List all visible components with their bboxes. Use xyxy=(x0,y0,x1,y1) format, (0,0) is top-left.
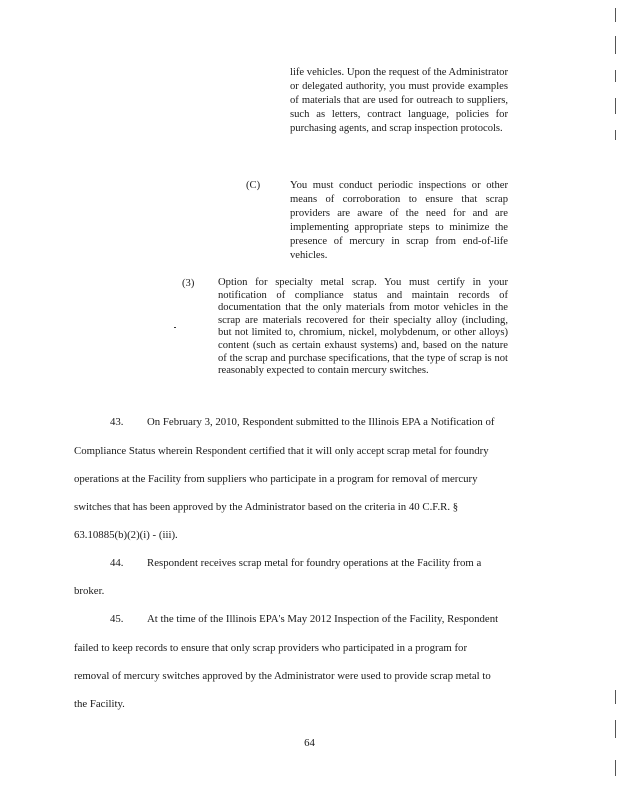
paragraph-43-line: On February 3, 2010, Respondent submitted to the Illinois EPA a Notification of xyxy=(147,416,495,428)
scan-edge-mark xyxy=(615,70,616,82)
scan-edge-mark xyxy=(615,720,616,738)
subsection-3-text: Option for specialty metal scrap. You must certify in your notification of compliance status and maintain records of documentation that the only materials from motor vehicles in the scrap are materials recovered for their specialty alloy (including, but not limited to, chromium, nickel, molybdenum, or other alloys) content (such as certain exhaust systems) and, based on the nature of the scrap and purchase specifications, that the type of scrap is not reasonably expected to contain mercury switches. xyxy=(218,277,508,377)
paragraph-43-line: 63.10885(b)(2)(i) - (iii). xyxy=(74,529,178,541)
scan-edge-mark xyxy=(615,36,616,54)
subsection-3-marker: (3) xyxy=(182,278,195,289)
paragraph-45-line: At the time of the Illinois EPA's May 2012 Inspection of the Facility, Respondent xyxy=(147,613,499,625)
scan-edge-mark xyxy=(615,98,616,114)
scan-edge-mark xyxy=(615,690,616,704)
paragraph-44-line: broker. xyxy=(74,585,105,597)
scan-edge-mark xyxy=(615,760,616,776)
page-number: 64 xyxy=(304,737,315,749)
paragraph-43-number: 43. xyxy=(110,416,124,428)
paragraph-44-line: Respondent receives scrap metal for foundry operations at the Facility from a xyxy=(147,557,482,569)
subsection-c-text: You must conduct periodic inspections or other means of corroboration to ensure that scrap providers are aware of the need for and are implementing appropriate steps to minimize the presence of mercury in scrap from end-of-life vehicles. xyxy=(290,180,508,261)
scan-edge-mark xyxy=(615,8,616,22)
subsection-b-continuation: life vehicles. Upon the request of the Administrator or delegated authority, you must provide examples of materials that are used for outreach to suppliers, such as letters, contract language, policies for purchasing agents, and scrap inspection protocols. xyxy=(290,67,508,134)
paragraph-43-line: switches that has been approved by the Administrator based on the criteria in 40 C.F.R. § xyxy=(74,501,459,513)
paragraph-45-number: 45. xyxy=(110,613,124,625)
paragraph-45-line: failed to keep records to ensure that only scrap providers who participated in a program for xyxy=(74,642,468,654)
subsection-c-marker: (C) xyxy=(246,180,261,191)
scan-edge-mark xyxy=(615,130,616,140)
paragraph-43-line: operations at the Facility from suppliers who participate in a program for removal of mercury xyxy=(74,473,478,485)
paragraph-43-line: Compliance Status wherein Respondent certified that it will only accept scrap metal for foundry xyxy=(74,445,489,457)
paragraph-45-line: removal of mercury switches approved by the Administrator were used to provide scrap metal to xyxy=(74,670,491,682)
paragraph-44-number: 44. xyxy=(110,557,124,569)
paragraph-45-line: the Facility. xyxy=(74,698,125,710)
stray-mark xyxy=(174,327,176,328)
